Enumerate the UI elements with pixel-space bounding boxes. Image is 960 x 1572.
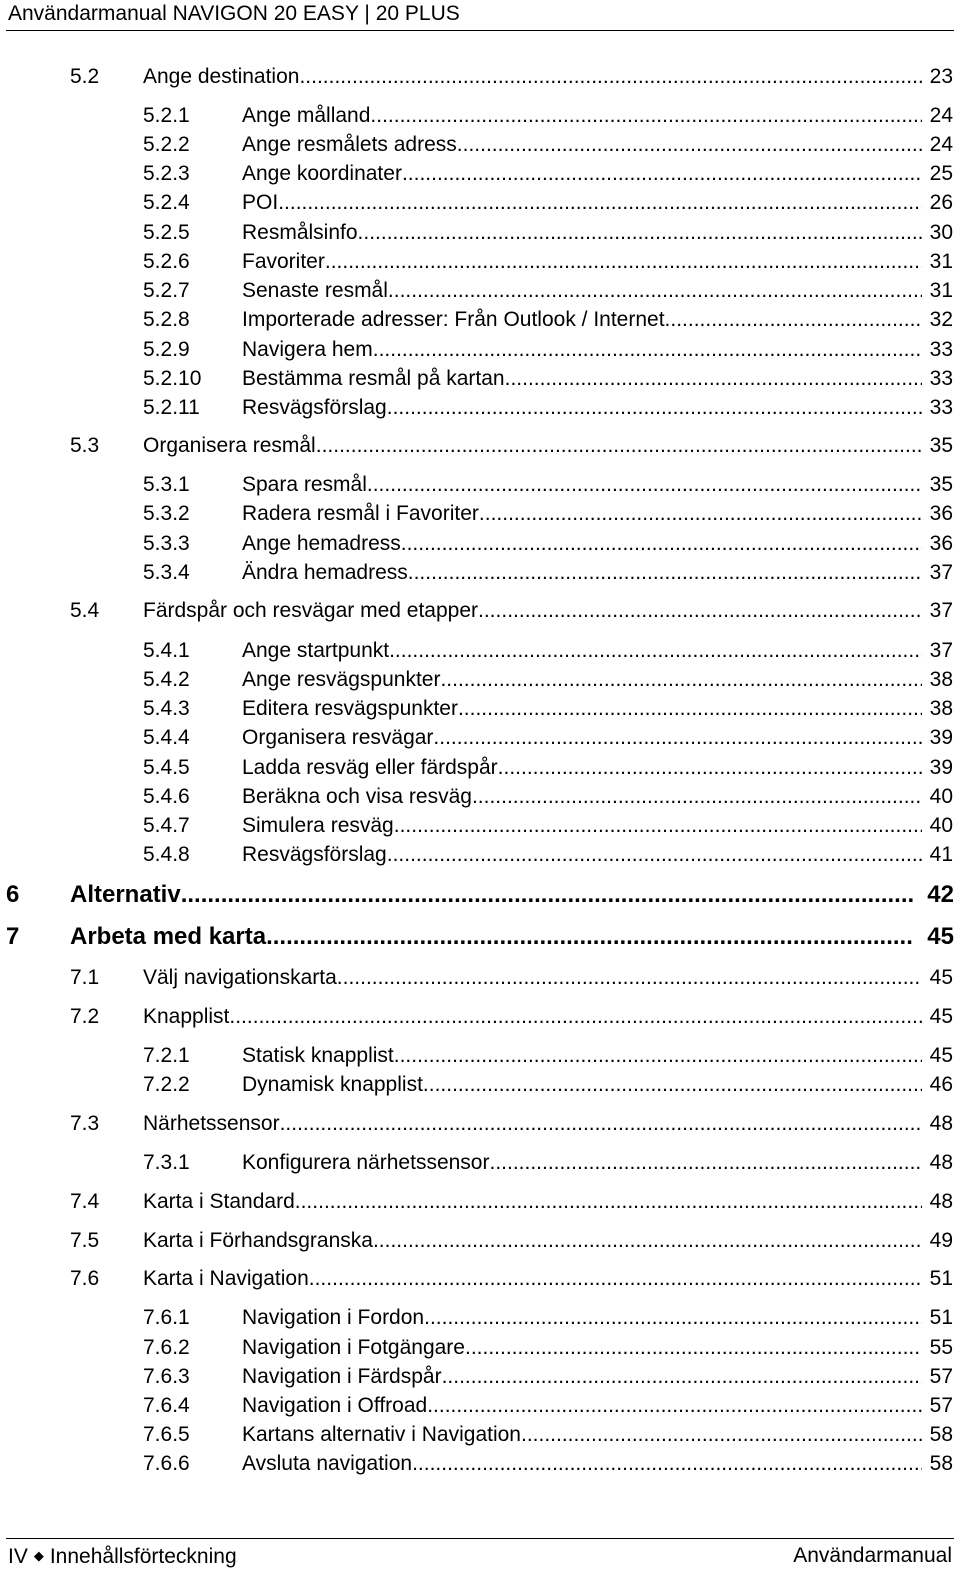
dot-leader xyxy=(367,471,922,499)
toc-entry[interactable] xyxy=(0,365,960,393)
toc-entry-page: 39 xyxy=(929,726,953,749)
toc-entry-page: 31 xyxy=(929,250,953,273)
toc-entry-title-wrap xyxy=(70,923,914,951)
toc-entry-title-wrap xyxy=(242,365,922,393)
dot-leader xyxy=(442,1363,922,1391)
toc-entry-number: 5.2.11 xyxy=(143,396,200,419)
toc-entry-number: 7.2.1 xyxy=(143,1044,190,1067)
toc-entry[interactable] xyxy=(0,754,960,782)
toc-entry-title: Navigation i Färdspår xyxy=(242,1365,442,1388)
toc-entry-title-wrap xyxy=(242,1149,922,1177)
toc-entry[interactable] xyxy=(0,160,960,188)
toc-entry-number: 7.6.2 xyxy=(143,1336,190,1359)
dot-leader xyxy=(412,1450,922,1478)
toc-entry[interactable] xyxy=(0,559,960,587)
toc-entry-number: 7.3.1 xyxy=(143,1151,190,1174)
toc-entry[interactable] xyxy=(0,336,960,364)
toc-entry-title: Importerade adresser: Från Outlook / Internet xyxy=(242,308,665,331)
toc-entry[interactable] xyxy=(0,306,960,334)
toc-entry-page: 37 xyxy=(929,561,953,584)
toc-entry-number: 5.4.6 xyxy=(143,785,190,808)
toc-entry-number: 7.6 xyxy=(70,1267,100,1290)
dot-leader xyxy=(489,1149,922,1177)
toc-entry-number: 7.6.4 xyxy=(143,1394,190,1417)
toc-entry-number: 7.1 xyxy=(70,966,100,989)
toc-entry-title-wrap xyxy=(242,754,922,782)
toc-entry[interactable] xyxy=(0,1042,960,1070)
toc-entry-page: 48 xyxy=(929,1190,953,1213)
toc-entry-page: 45 xyxy=(929,1005,953,1028)
toc-entry-title-wrap xyxy=(242,1071,922,1099)
toc-entry-page: 48 xyxy=(929,1151,953,1174)
toc-entry-number: 7.6.3 xyxy=(143,1365,190,1388)
toc-entry[interactable] xyxy=(0,923,960,951)
toc-entry-title-wrap xyxy=(143,1003,922,1031)
toc-entry-title: Ange resmålets adress xyxy=(242,133,457,156)
toc-entry-title: Ange startpunkt xyxy=(242,639,390,662)
toc-entry[interactable] xyxy=(0,1265,960,1293)
dot-leader xyxy=(280,1110,922,1138)
toc-entry-page: 35 xyxy=(929,434,953,457)
dot-leader xyxy=(479,500,922,528)
toc-entry-title: Alternativ xyxy=(70,881,181,908)
toc-entry-page: 39 xyxy=(929,756,953,779)
dot-leader xyxy=(423,1071,922,1099)
toc-entry-title-wrap xyxy=(242,1334,922,1362)
toc-entry[interactable] xyxy=(0,432,960,460)
toc-entry-title: Ändra hemadress xyxy=(242,561,408,584)
toc-entry-title: Beräkna och visa resväg xyxy=(242,785,472,808)
dot-leader xyxy=(433,724,922,752)
toc-entry[interactable] xyxy=(0,189,960,217)
toc-entry-page: 51 xyxy=(929,1267,953,1290)
toc-entry-page: 51 xyxy=(929,1306,953,1329)
dot-leader xyxy=(458,695,922,723)
toc-entry-number: 5.3.4 xyxy=(143,561,190,584)
toc-entry-title: Senaste resmål xyxy=(242,279,388,302)
toc-entry-title: Ange resvägspunkter xyxy=(242,668,441,691)
toc-entry-number: 7 xyxy=(6,923,20,950)
toc-entry-title: Avsluta navigation xyxy=(242,1452,413,1475)
toc-entry-number: 6 xyxy=(6,881,20,908)
toc-entry-number: 5.4.2 xyxy=(143,668,190,691)
toc-entry-page: 40 xyxy=(929,814,953,837)
toc-entry-title-wrap xyxy=(242,1304,922,1332)
toc-entry-title-wrap xyxy=(242,102,922,130)
toc-entry[interactable] xyxy=(0,1110,960,1138)
toc-entry[interactable] xyxy=(0,597,960,625)
dot-leader xyxy=(472,783,922,811)
dot-leader xyxy=(394,1042,922,1070)
dot-leader xyxy=(498,754,922,782)
toc-entry-title-wrap xyxy=(143,964,922,992)
toc-entry-page: 33 xyxy=(929,396,953,419)
toc-entry-title: Ange destination xyxy=(143,65,300,88)
toc-entry-title: Statisk knapplist xyxy=(242,1044,394,1067)
toc-entry[interactable] xyxy=(0,841,960,869)
toc-entry-page: 37 xyxy=(929,599,953,622)
toc-entry[interactable] xyxy=(0,277,960,305)
dot-leader xyxy=(370,102,922,130)
toc-entry-number: 5.2.10 xyxy=(143,367,202,390)
toc-entry-title-wrap xyxy=(242,336,922,364)
dot-leader xyxy=(394,812,922,840)
toc-entry-title-wrap xyxy=(242,695,922,723)
dot-leader xyxy=(358,219,922,247)
footer-section: Innehållsförteckning xyxy=(49,1545,237,1568)
footer-page-number: IV xyxy=(8,1545,28,1568)
header-title: Användarmanual NAVIGON 20 EASY | 20 PLUS xyxy=(8,2,460,25)
toc-entry-title: Dynamisk knapplist xyxy=(242,1073,423,1096)
toc-entry[interactable] xyxy=(0,812,960,840)
toc-entry-page: 38 xyxy=(929,697,953,720)
toc-entry[interactable] xyxy=(0,1421,960,1449)
toc-entry-number: 7.4 xyxy=(70,1190,100,1213)
toc-entry-number: 5.2.5 xyxy=(143,221,190,244)
dot-leader xyxy=(278,189,922,217)
toc-entry[interactable] xyxy=(0,1227,960,1255)
toc-entry-page: 30 xyxy=(929,221,953,244)
toc-entry[interactable] xyxy=(0,1003,960,1031)
dot-leader xyxy=(457,131,922,159)
toc-entry-page: 58 xyxy=(929,1452,953,1475)
toc-entry[interactable] xyxy=(0,1149,960,1177)
toc-entry-page: 46 xyxy=(929,1073,953,1096)
toc-entry-number: 5.4.7 xyxy=(143,814,190,837)
toc-entry-number: 5.4 xyxy=(70,599,100,622)
dot-leader xyxy=(266,923,914,951)
toc-entry-title-wrap xyxy=(143,432,922,460)
toc-entry-title: Navigation i Fotgängare xyxy=(242,1336,465,1359)
toc-entry-title-wrap xyxy=(242,812,922,840)
toc-entry-title-wrap xyxy=(242,783,922,811)
toc-entry-page: 38 xyxy=(929,668,953,691)
toc-entry-title-wrap xyxy=(242,841,922,869)
dot-leader xyxy=(465,1334,922,1362)
toc-entry-page: 31 xyxy=(929,279,953,302)
dot-leader xyxy=(424,1304,922,1332)
page-footer xyxy=(6,1538,954,1572)
dot-leader xyxy=(309,1265,922,1293)
toc-entry-number: 5.2.6 xyxy=(143,250,190,273)
dot-leader xyxy=(665,306,922,334)
toc-entry[interactable] xyxy=(0,131,960,159)
toc-entry-number: 5.3.3 xyxy=(143,532,190,555)
toc-entry-title-wrap xyxy=(242,131,922,159)
toc-entry-title-wrap xyxy=(242,219,922,247)
toc-entry-title: Närhetssensor xyxy=(143,1112,280,1135)
dot-leader xyxy=(440,666,922,694)
toc-entry-title: Färdspår och resvägar med etapper xyxy=(143,599,479,622)
toc-entry-number: 5.4.8 xyxy=(143,843,190,866)
dot-leader xyxy=(316,432,922,460)
dot-leader xyxy=(408,559,922,587)
toc-entry[interactable] xyxy=(0,964,960,992)
toc-entry-number: 7.2 xyxy=(70,1005,100,1028)
toc-entry-title-wrap xyxy=(143,1265,922,1293)
toc-entry[interactable] xyxy=(0,248,960,276)
toc-entry-title-wrap xyxy=(242,559,922,587)
toc-entry[interactable] xyxy=(0,1304,960,1332)
toc-entry-title: Resvägsförslag xyxy=(242,843,387,866)
toc-entry-page: 55 xyxy=(929,1336,953,1359)
toc-entry-title-wrap xyxy=(242,189,922,217)
toc-entry-title: Ladda resväg eller färdspår xyxy=(242,756,498,779)
toc-entry-page: 42 xyxy=(927,881,954,908)
toc-entry-number: 7.2.2 xyxy=(143,1073,190,1096)
toc-entry[interactable] xyxy=(0,219,960,247)
toc-entry-title: Knapplist xyxy=(143,1005,230,1028)
toc-entry-title: Navigation i Fordon xyxy=(242,1306,425,1329)
dot-leader xyxy=(373,1227,922,1255)
toc-entry-title-wrap xyxy=(242,1450,922,1478)
toc-entry-number: 5.2.4 xyxy=(143,191,190,214)
toc-entry-title: Kartans alternativ i Navigation xyxy=(242,1423,521,1446)
toc-entry-page: 33 xyxy=(929,367,953,390)
toc-entry-page: 32 xyxy=(929,308,953,331)
toc-entry-number: 5.3.1 xyxy=(143,473,190,496)
toc-entry[interactable] xyxy=(0,637,960,665)
toc-entry-title-wrap xyxy=(242,1363,922,1391)
toc-entry-number: 5.2.3 xyxy=(143,162,190,185)
toc-entry-number: 5.2.9 xyxy=(143,338,190,361)
toc-entry-title-wrap xyxy=(242,394,922,422)
dot-leader xyxy=(401,530,922,558)
toc-entry-number: 5.4.3 xyxy=(143,697,190,720)
toc-entry-title-wrap xyxy=(143,1227,922,1255)
toc-entry[interactable] xyxy=(0,783,960,811)
toc-entry[interactable] xyxy=(0,500,960,528)
dot-leader xyxy=(337,964,922,992)
toc-entry-title: Ange hemadress xyxy=(242,532,401,555)
dot-leader xyxy=(325,248,922,276)
toc-entry-number: 5.2.8 xyxy=(143,308,190,331)
toc-entry-title-wrap xyxy=(143,1110,922,1138)
toc-entry-number: 5.2.7 xyxy=(143,279,190,302)
toc-entry-page: 25 xyxy=(929,162,953,185)
toc-entry-page: 49 xyxy=(929,1229,953,1252)
toc-entry-title: Ange målland xyxy=(242,104,371,127)
toc-entry[interactable] xyxy=(0,724,960,752)
toc-entry-page: 36 xyxy=(929,532,953,555)
dot-leader xyxy=(402,160,922,188)
toc-entry[interactable] xyxy=(0,1450,960,1478)
dot-leader xyxy=(387,841,922,869)
toc-entry-title: Organisera resmål xyxy=(143,434,316,457)
diamond-icon: ◆ xyxy=(33,1548,44,1563)
toc-entry-page: 41 xyxy=(929,843,953,866)
toc-entry-number: 5.3.2 xyxy=(143,502,190,525)
toc-entry-title: Arbeta med karta xyxy=(70,923,267,950)
toc-entry[interactable] xyxy=(0,666,960,694)
toc-entry-title-wrap xyxy=(242,1421,922,1449)
toc-entry-number: 5.4.1 xyxy=(143,639,190,662)
toc-entry-page: 37 xyxy=(929,639,953,662)
toc-entry-page: 45 xyxy=(927,923,954,950)
toc-entry-page: 36 xyxy=(929,502,953,525)
toc-entry-number: 7.5 xyxy=(70,1229,100,1252)
toc-entry-page: 24 xyxy=(929,104,953,127)
toc-entry-number: 5.4.5 xyxy=(143,756,190,779)
toc-entry-page: 35 xyxy=(929,473,953,496)
dot-leader xyxy=(387,394,922,422)
toc-entry-page: 45 xyxy=(929,966,953,989)
dot-leader xyxy=(295,1188,922,1216)
toc-entry-number: 7.6.5 xyxy=(143,1423,190,1446)
toc-entry[interactable] xyxy=(0,530,960,558)
dot-leader xyxy=(229,1003,922,1031)
toc-entry-number: 7.3 xyxy=(70,1112,100,1135)
toc-entry-title: Bestämma resmål på kartan xyxy=(242,367,505,390)
toc-entry-title-wrap xyxy=(242,666,922,694)
toc-entry-page: 40 xyxy=(929,785,953,808)
toc-entry-title: Resmålsinfo xyxy=(242,221,358,244)
toc-entry-title: Navigera hem xyxy=(242,338,373,361)
toc-entry[interactable] xyxy=(0,1334,960,1362)
toc-entry-title-wrap xyxy=(242,471,922,499)
toc-entry-title-wrap xyxy=(242,1392,922,1420)
dot-leader xyxy=(505,365,922,393)
dot-leader xyxy=(427,1392,922,1420)
toc-entry-number: 5.2.1 xyxy=(143,104,190,127)
toc-entry-number: 5.4.4 xyxy=(143,726,190,749)
dot-leader xyxy=(373,336,922,364)
toc-entry-title: Välj navigationskarta xyxy=(143,966,337,989)
toc-entry[interactable] xyxy=(0,1188,960,1216)
footer-left xyxy=(8,1543,237,1570)
toc-entry-title-wrap xyxy=(242,1042,922,1070)
toc-entry-number: 5.2 xyxy=(70,65,100,88)
toc-entry[interactable] xyxy=(0,881,960,909)
toc-entry-page: 58 xyxy=(929,1423,953,1446)
toc-entry-title-wrap xyxy=(242,277,922,305)
toc-entry-title-wrap xyxy=(242,160,922,188)
toc-entry-title-wrap xyxy=(70,881,914,909)
dot-leader xyxy=(181,881,914,909)
toc-entry-title: Radera resmål i Favoriter xyxy=(242,502,479,525)
toc-entry-title-wrap xyxy=(242,248,922,276)
toc-entry-title-wrap xyxy=(143,63,922,91)
toc-entry-title: Favoriter xyxy=(242,250,325,273)
toc-entry[interactable] xyxy=(0,1392,960,1420)
toc-entry-number: 7.6.1 xyxy=(143,1306,190,1329)
toc-entry-title-wrap xyxy=(242,724,922,752)
toc-entry-title: Karta i Förhandsgranska xyxy=(143,1229,373,1252)
toc-entry-number: 7.6.6 xyxy=(143,1452,190,1475)
toc-entry-title: Navigation i Offroad xyxy=(242,1394,428,1417)
toc-entry-title: Simulera resväg xyxy=(242,814,394,837)
dot-leader xyxy=(299,63,922,91)
toc-entry-title-wrap xyxy=(143,1188,922,1216)
toc-entry-title-wrap xyxy=(242,637,922,665)
toc-entry-title: Ange koordinater xyxy=(242,162,402,185)
toc-entry[interactable] xyxy=(0,394,960,422)
toc-entry-title: Editera resvägspunkter xyxy=(242,697,458,720)
toc-entry-title: Karta i Navigation xyxy=(143,1267,309,1290)
toc-entry-page: 45 xyxy=(929,1044,953,1067)
toc-entry-page: 23 xyxy=(929,65,953,88)
toc-entry[interactable] xyxy=(0,471,960,499)
toc-entry-title-wrap xyxy=(242,306,922,334)
toc-entry-title: Karta i Standard xyxy=(143,1190,295,1213)
toc-entry-page: 57 xyxy=(929,1394,953,1417)
toc-entry-title: Resvägsförslag xyxy=(242,396,387,419)
toc-entry-number: 5.2.2 xyxy=(143,133,190,156)
toc-entry-number: 5.3 xyxy=(70,434,100,457)
toc-entry-title: Organisera resvägar xyxy=(242,726,434,749)
toc-entry[interactable] xyxy=(0,102,960,130)
toc-entry-page: 48 xyxy=(929,1112,953,1135)
footer-right: Användarmanual xyxy=(793,1544,952,1567)
toc-entry-title-wrap xyxy=(242,530,922,558)
toc-entry-title: Spara resmål xyxy=(242,473,367,496)
toc-entry-page: 24 xyxy=(929,133,953,156)
toc-entry-page: 57 xyxy=(929,1365,953,1388)
toc-entry[interactable] xyxy=(0,63,960,91)
toc-entry-title-wrap xyxy=(242,500,922,528)
dot-leader xyxy=(388,277,922,305)
toc-entry-title: POI xyxy=(242,191,279,214)
toc-entry-page: 26 xyxy=(929,191,953,214)
toc-entry-title-wrap xyxy=(143,597,922,625)
toc-entry[interactable] xyxy=(0,695,960,723)
toc-entry[interactable] xyxy=(0,1363,960,1391)
toc-entry-page: 33 xyxy=(929,338,953,361)
toc-entry[interactable] xyxy=(0,1071,960,1099)
dot-leader xyxy=(389,637,922,665)
dot-leader xyxy=(521,1421,922,1449)
dot-leader xyxy=(478,597,922,625)
toc-entry-title: Konfigurera närhetssensor xyxy=(242,1151,490,1174)
